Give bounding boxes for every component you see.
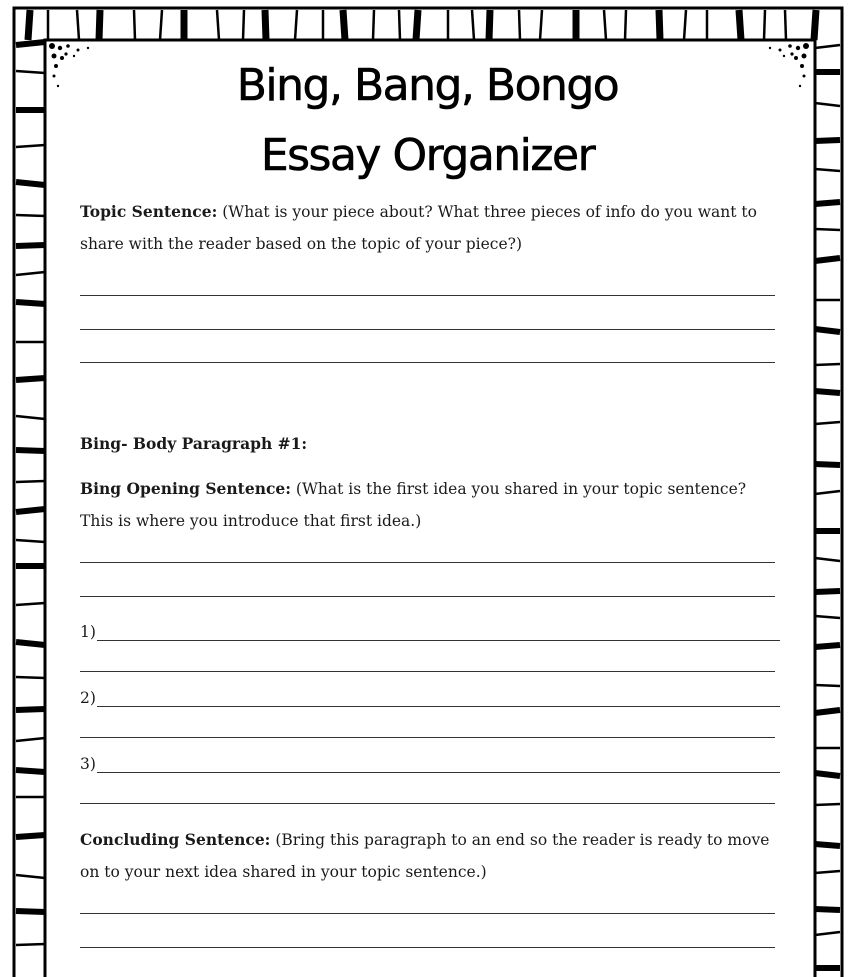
border-stripe xyxy=(16,603,45,605)
border-stripe xyxy=(373,10,374,40)
border-stripe xyxy=(540,10,542,40)
corner-dot xyxy=(803,43,809,49)
corner-dot xyxy=(779,49,782,52)
corner-dot xyxy=(87,47,89,49)
corner-dot xyxy=(783,55,785,57)
writing-line[interactable] xyxy=(80,596,775,597)
writing-line[interactable] xyxy=(80,362,775,363)
border-stripe xyxy=(134,10,135,40)
detail-number-1: 1) xyxy=(80,623,96,641)
border-stripe xyxy=(815,558,840,561)
topic-sentence-label: Topic Sentence: xyxy=(80,202,218,221)
opening-sentence-prompt: (What is the first idea you shared in your topic sentence? This is where you introduce that first idea.) xyxy=(80,480,747,530)
border-stripe xyxy=(659,10,660,40)
corner-dot xyxy=(790,52,793,55)
border-stripe xyxy=(343,10,345,40)
opening-sentence-label: Bing Opening Sentence: xyxy=(80,479,291,498)
border-stripe xyxy=(814,10,816,40)
concluding-sentence-prompt: (Bring this paragraph to an end so the reader is ready to move on to your next idea shared in your topic sentence.) xyxy=(80,831,770,881)
border-stripe xyxy=(416,10,418,40)
border-stripe xyxy=(16,245,45,246)
border-stripe xyxy=(16,215,45,216)
border-stripe xyxy=(16,709,45,710)
detail-line-1[interactable] xyxy=(80,623,780,641)
border-stripe xyxy=(160,10,162,40)
topic-sentence-prompt: (What is your piece about? What three pieces of info do you want to share with the reader based on the topic of your piece?) xyxy=(80,203,757,253)
border-stripe xyxy=(77,10,79,40)
writing-line[interactable] xyxy=(97,694,780,707)
border-stripe xyxy=(604,10,606,40)
border-stripe xyxy=(815,45,840,48)
border-stripe xyxy=(684,10,686,40)
border-stripe xyxy=(16,42,45,45)
border-stripe xyxy=(16,302,45,304)
corner-dot xyxy=(73,55,75,57)
corner-dot xyxy=(769,47,771,49)
border-stripe xyxy=(815,909,840,910)
detail-line-2[interactable] xyxy=(80,689,780,707)
corner-dot xyxy=(788,44,792,48)
border-stripe xyxy=(295,10,297,40)
border-stripe xyxy=(16,416,45,419)
concluding-sentence-instruction xyxy=(80,824,780,888)
writing-line[interactable] xyxy=(97,760,780,773)
border-stripe xyxy=(16,481,45,482)
border-stripe xyxy=(815,685,840,686)
border-stripe xyxy=(815,491,840,494)
border-stripe xyxy=(815,364,840,365)
border-stripe xyxy=(815,464,840,465)
border-stripe xyxy=(16,944,45,945)
border-stripe xyxy=(16,835,45,837)
writing-line[interactable] xyxy=(80,913,775,914)
border-stripe xyxy=(739,10,741,40)
border-stripe xyxy=(243,10,244,40)
writing-line[interactable] xyxy=(80,947,775,948)
border-stripe xyxy=(625,10,626,40)
body-paragraph-heading: Bing- Body Paragraph #1: xyxy=(80,434,308,453)
corner-dot xyxy=(58,46,62,50)
corner-dot xyxy=(77,49,80,52)
opening-sentence-instruction xyxy=(80,473,780,537)
border-stripe xyxy=(764,10,765,40)
border-stripe xyxy=(815,422,840,424)
writing-line[interactable] xyxy=(80,737,775,738)
title-line-2: Essay Organizer xyxy=(260,130,595,181)
border-stripe xyxy=(16,770,45,772)
border-stripe xyxy=(28,10,30,40)
border-stripe xyxy=(815,329,840,332)
border-stripe xyxy=(519,10,520,40)
border-stripe xyxy=(16,642,45,645)
border-stripe xyxy=(785,10,786,40)
writing-line[interactable] xyxy=(80,295,775,296)
corner-dot xyxy=(64,52,67,55)
border-stripe xyxy=(16,182,45,185)
border-stripe xyxy=(815,710,840,713)
detail-number-3: 3) xyxy=(80,755,96,773)
border-stripe xyxy=(16,450,45,451)
border-stripe xyxy=(489,10,490,40)
border-stripe xyxy=(815,591,840,592)
border-stripe xyxy=(99,10,100,40)
border-stripe xyxy=(16,911,45,912)
detail-number-2: 2) xyxy=(80,689,96,707)
border-stripe xyxy=(16,540,45,542)
border-stripe xyxy=(815,844,840,846)
title-line-1: Bing, Bang, Bongo xyxy=(236,60,619,111)
topic-sentence-instruction xyxy=(80,196,780,260)
corner-dot xyxy=(796,46,800,50)
corner-dot xyxy=(49,43,55,49)
border-stripe xyxy=(16,509,45,512)
border-stripe xyxy=(815,616,840,618)
writing-line[interactable] xyxy=(80,329,775,330)
border-stripe xyxy=(16,738,45,741)
border-stripe xyxy=(815,229,840,230)
border-stripe xyxy=(815,202,840,204)
border-stripe xyxy=(399,10,400,40)
concluding-sentence-label: Concluding Sentence: xyxy=(80,830,271,849)
border-stripe xyxy=(815,773,840,776)
writing-line[interactable] xyxy=(80,562,775,563)
border-stripe xyxy=(815,391,840,393)
border-stripe xyxy=(16,677,45,678)
border-stripe xyxy=(815,804,840,805)
border-stripe xyxy=(815,932,840,935)
writing-line[interactable] xyxy=(80,671,775,672)
writing-line[interactable] xyxy=(97,628,780,641)
border-stripe xyxy=(16,272,45,275)
border-stripe xyxy=(815,258,840,261)
border-stripe xyxy=(16,378,45,380)
border-stripe xyxy=(217,10,219,40)
detail-line-3[interactable] xyxy=(80,755,780,773)
border-stripe xyxy=(815,871,840,873)
border-stripe xyxy=(265,10,266,40)
writing-line[interactable] xyxy=(80,803,775,804)
corner-dot xyxy=(802,54,807,59)
corner-dot xyxy=(66,44,70,48)
border-stripe xyxy=(815,645,840,647)
corner-dot xyxy=(52,54,57,59)
border-stripe xyxy=(472,10,474,40)
border-stripe xyxy=(16,875,45,878)
